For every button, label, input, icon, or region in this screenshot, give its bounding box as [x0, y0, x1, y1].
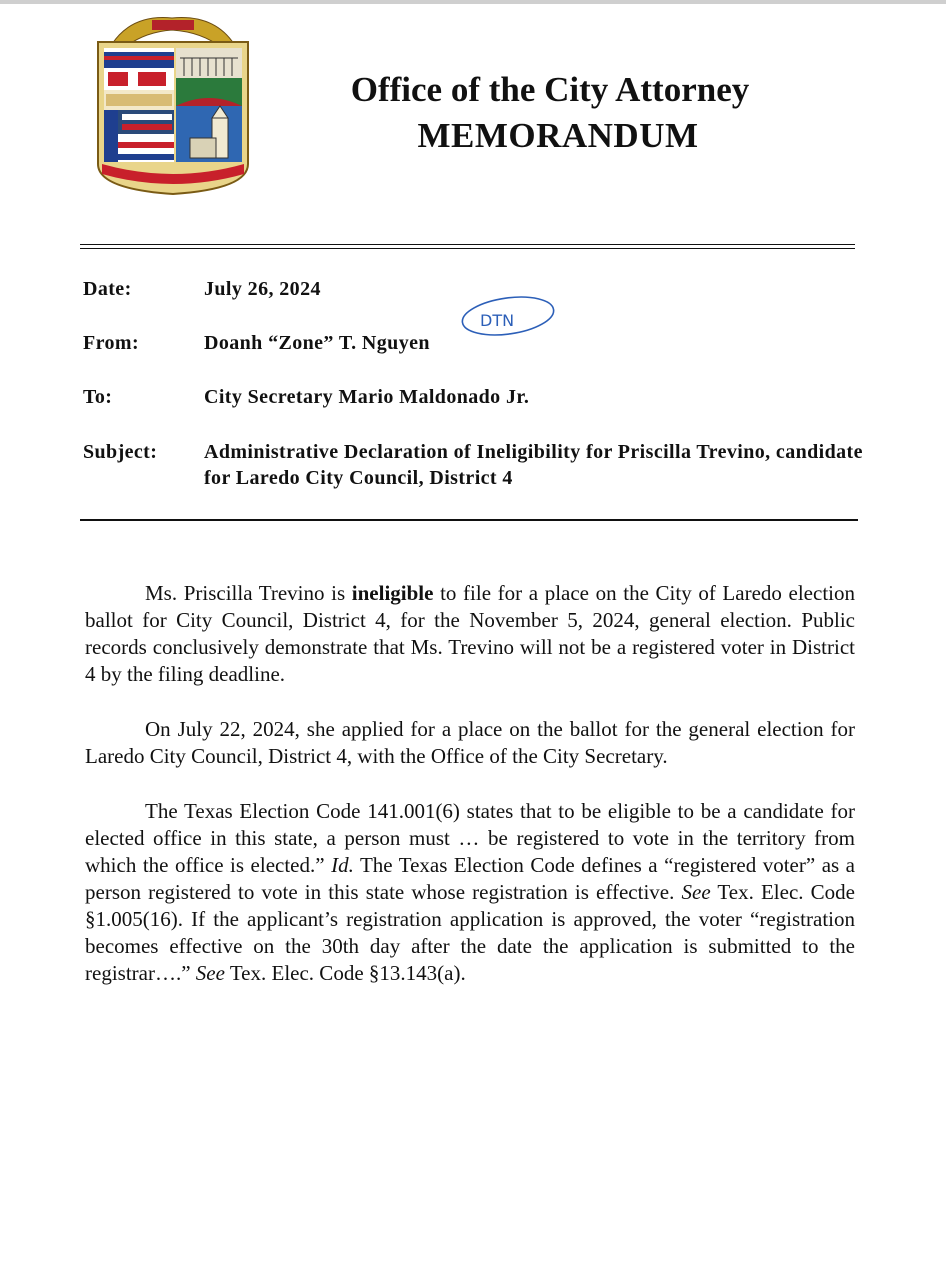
city-of-laredo-seal-icon [92, 14, 254, 196]
body-paragraph-3 [85, 798, 855, 987]
p3-text-d: Tex. Elec. Code §13.143(a). [224, 961, 466, 985]
p1-text-b: to file for a place on the City of Laredo election ballot for City Council, District 4, for the November 5, 2024, general election. Public records conclusively demonstrate that Ms. Trevino will not be a registered voter in District 4 by the filing deadline. [85, 581, 855, 686]
body-paragraph-1 [85, 580, 855, 688]
screenshot-top-border [0, 0, 946, 4]
p2-text: On July 22, 2024, she applied for a place on the ballot for the general election for Laredo City Council, District 4, with the Office of the City Secretary. [85, 717, 855, 768]
p3-text-a: The Texas Election Code 141.001(6) states that to be eligible to be a candidate for elected office in this state, a person must … be registered to vote in the territory from which the office is elected.” [85, 799, 855, 877]
subject-label: Subject: [83, 441, 158, 463]
header-double-rule [80, 244, 855, 249]
subject-value: Administrative Declaration of Ineligibility for Priscilla Trevino, candidate for Laredo City Council, District 4 [204, 441, 863, 489]
p3-text-c: Tex. Elec. Code §1.005(16). If the applicant’s registration application is approved, the voter “registration becomes effective on the 30th day after the date the application is submitted to the registrar….” [85, 880, 855, 985]
from-label: From: [83, 332, 140, 354]
p3-id-italic: Id. [331, 853, 354, 877]
date-label: Date: [83, 278, 132, 300]
header-bottom-rule [80, 519, 858, 521]
body-paragraph-2 [85, 716, 855, 770]
memorandum-heading: MEMORANDUM [417, 116, 699, 155]
p3-text-b: The Texas Election Code defines a “registered voter” as a person registered to vote in this state whose registration is effective. [85, 853, 855, 904]
to-label: To: [83, 386, 113, 408]
p1-ineligible-bold: ineligible [351, 581, 434, 605]
p1-text-a: Ms. Priscilla Trevino is [145, 581, 352, 605]
initials-text: DTN [480, 311, 515, 330]
office-title: Office of the City Attorney [350, 70, 750, 109]
p3-see-italic-2: See [195, 961, 225, 985]
from-value: Doanh “Zone” T. Nguyen [204, 332, 430, 354]
p3-see-italic-1: See [681, 880, 711, 904]
handwritten-initials [458, 292, 558, 342]
date-value: July 26, 2024 [204, 278, 321, 300]
to-value: City Secretary Mario Maldonado Jr. [204, 386, 530, 408]
